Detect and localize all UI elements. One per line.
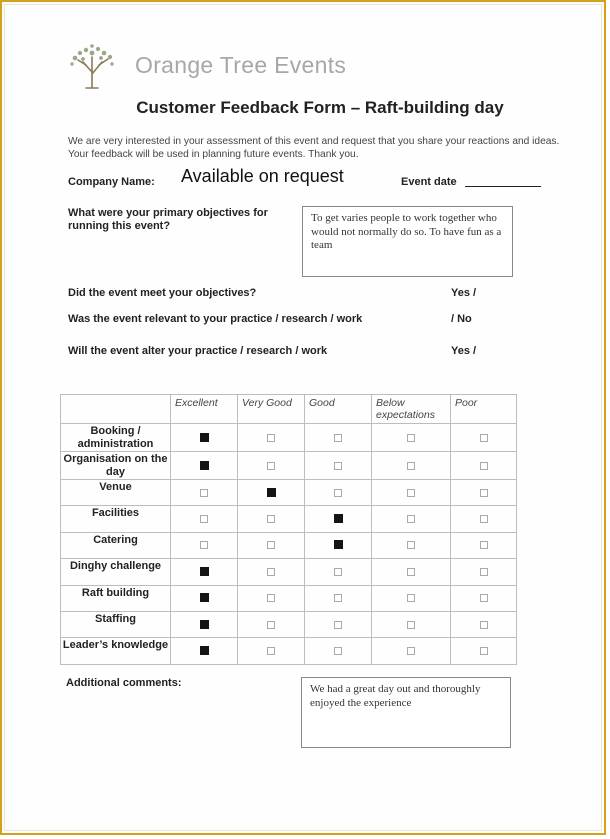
rating-row-label: Dinghy challenge [61,559,171,585]
objectives-answer-box[interactable]: To get varies people to work together who would not normally do so. To have fun as a team [302,206,513,277]
checkbox[interactable] [334,594,342,602]
brand-name: Orange Tree Events [135,52,347,78]
rating-row [61,611,517,637]
rating-cell [238,452,305,480]
rating-row-label: Leader’s knowledge [61,638,171,664]
rating-cell [372,480,451,506]
rating-cell [171,611,238,637]
rating-header-blank [61,395,171,424]
rating-row [61,585,517,611]
checkbox[interactable] [407,621,415,629]
form-title: Customer Feedback Form – Raft-building day [136,98,504,117]
checkbox[interactable] [480,594,488,602]
checkbox-checked[interactable] [334,540,343,549]
rating-row-label: Facilities [61,506,171,532]
rating-cell [305,506,372,532]
checkbox-checked[interactable] [200,567,209,576]
checkbox[interactable] [334,647,342,655]
checkbox[interactable] [480,489,488,497]
rating-cell [451,424,517,452]
rating-cell [238,585,305,611]
rating-row [61,452,517,480]
rating-cell [372,585,451,611]
answer-alter-practice[interactable]: Yes / [451,345,477,357]
checkbox[interactable] [480,462,488,470]
rating-cell [171,506,238,532]
rating-cell [372,638,451,664]
rating-cell [372,424,451,452]
checkbox[interactable] [334,489,342,497]
checkbox[interactable] [407,568,415,576]
company-name-value[interactable]: Available on request [181,166,344,186]
checkbox[interactable] [407,647,415,655]
rating-cell [171,480,238,506]
checkbox-checked[interactable] [200,593,209,602]
checkbox[interactable] [407,594,415,602]
checkbox-checked[interactable] [200,461,209,470]
tree-icon [66,42,118,90]
rating-cell [238,532,305,558]
event-date-label: Event date [401,176,457,188]
additional-comments-label: Additional comments: [66,677,182,689]
rating-cell [372,452,451,480]
objectives-label: What were your primary objectives for running this event? [68,207,268,232]
rating-row [61,532,517,558]
rating-cell [372,611,451,637]
rating-row-label: Booking / administration [61,424,171,452]
rating-table [60,394,517,665]
checkbox-checked[interactable] [200,646,209,655]
rating-cell [305,532,372,558]
rating-cell [372,559,451,585]
rating-row [61,480,517,506]
checkbox[interactable] [267,621,275,629]
checkbox[interactable] [267,594,275,602]
rating-cell [171,532,238,558]
checkbox[interactable] [200,541,208,549]
rating-cell [451,480,517,506]
answer-relevant[interactable]: / No [451,313,472,325]
checkbox[interactable] [480,621,488,629]
company-name-label: Company Name: [68,176,155,188]
checkbox[interactable] [334,434,342,442]
rating-row-label: Catering [61,532,171,558]
rating-cell [451,559,517,585]
rating-cell [305,585,372,611]
checkbox[interactable] [200,515,208,523]
rating-row [61,559,517,585]
checkbox[interactable] [407,434,415,442]
rating-header: Good [305,395,372,424]
checkbox-checked[interactable] [267,488,276,497]
rating-cell [305,611,372,637]
rating-header: Excellent [171,395,238,424]
checkbox[interactable] [334,621,342,629]
checkbox[interactable] [267,462,275,470]
rating-row [61,506,517,532]
rating-row [61,638,517,664]
checkbox[interactable] [407,515,415,523]
additional-comments-box[interactable]: We had a great day out and thoroughly enjoyed the experience [301,677,511,748]
question-relevant: Was the event relevant to your practice / research / work [68,313,363,325]
checkbox[interactable] [267,434,275,442]
rating-header: Below expectations [372,395,451,424]
rating-cell [171,452,238,480]
rating-cell [451,638,517,664]
answer-meet-objectives[interactable]: Yes / [451,287,477,299]
checkbox[interactable] [480,647,488,655]
rating-cell [305,559,372,585]
rating-cell [171,424,238,452]
checkbox[interactable] [200,489,208,497]
rating-header: Very Good [238,395,305,424]
rating-cell [305,638,372,664]
rating-cell [451,506,517,532]
checkbox[interactable] [267,515,275,523]
rating-cell [451,532,517,558]
checkbox-checked[interactable] [200,620,209,629]
rating-row-label: Staffing [61,611,171,637]
checkbox[interactable] [480,541,488,549]
rating-row-label: Raft building [61,585,171,611]
question-alter-practice: Will the event alter your practice / research / work [68,345,328,357]
rating-header: Poor [451,395,517,424]
rating-cell [372,532,451,558]
checkbox[interactable] [267,647,275,655]
rating-cell [451,585,517,611]
rating-cell [171,559,238,585]
rating-cell [238,611,305,637]
checkbox[interactable] [407,489,415,497]
rating-cell [238,480,305,506]
rating-cell [238,559,305,585]
rating-cell [238,638,305,664]
checkbox[interactable] [334,462,342,470]
checkbox[interactable] [407,541,415,549]
rating-cell [171,585,238,611]
rating-cell [372,506,451,532]
rating-cell [305,452,372,480]
checkbox-checked[interactable] [200,433,209,442]
checkbox-checked[interactable] [334,514,343,523]
rating-cell [305,480,372,506]
form-intro: We are very interested in your assessment of this event and request that you share your reactions and ideas. Your feedback will be used in planning future events. Thank you. [68,136,560,160]
rating-cell [238,424,305,452]
rating-cell [305,424,372,452]
rating-cell [171,638,238,664]
rating-cell [451,452,517,480]
checkbox[interactable] [480,434,488,442]
question-meet-objectives: Did the event meet your objectives? [68,287,257,299]
checkbox[interactable] [480,515,488,523]
checkbox[interactable] [334,568,342,576]
checkbox[interactable] [407,462,415,470]
rating-row-label: Organisation on the day [61,452,171,480]
rating-cell [451,611,517,637]
event-date-field[interactable] [465,186,541,187]
rating-row-label: Venue [61,480,171,506]
rating-row [61,424,517,452]
rating-cell [238,506,305,532]
checkbox[interactable] [480,568,488,576]
checkbox[interactable] [267,568,275,576]
checkbox[interactable] [267,541,275,549]
